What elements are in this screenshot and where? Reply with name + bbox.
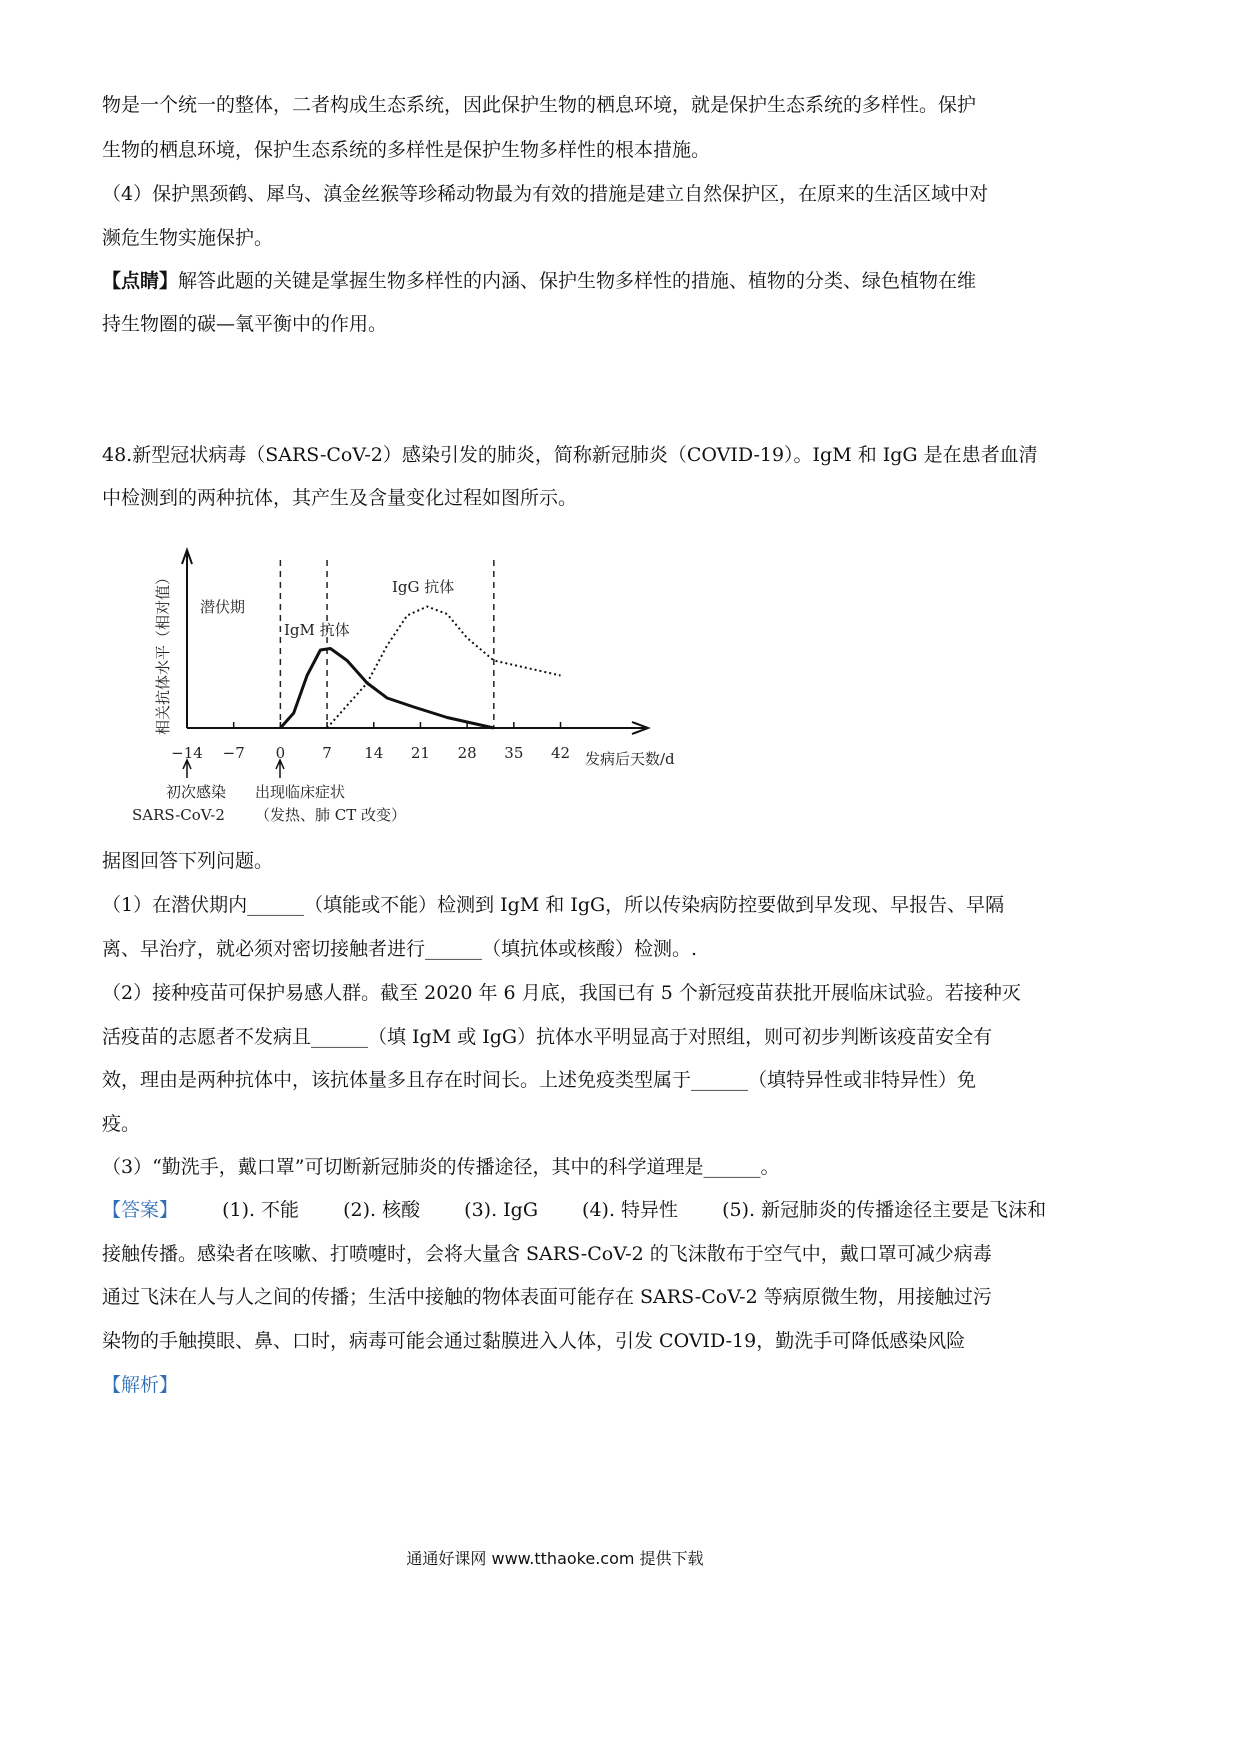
igm-label: IgM 抗体 xyxy=(284,621,350,639)
x-tick-label: −7 xyxy=(222,744,245,762)
text-line: （4）保护黑颈鹤、犀鸟、滇金丝猴等珍稀动物最为有效的措施是建立自然保护区，在原来的生活区域中对 xyxy=(102,183,989,205)
incubation-label: 潜伏期 xyxy=(200,598,246,616)
text-line: 效，理由是两种抗体中，该抗体量多且存在时间长。上述免疫类型属于______（填特异性或非特异性）免 xyxy=(102,1069,977,1091)
text-line: （1）在潜伏期内______（填能或不能）检测到 IgM 和 IgG，所以传染病防控要做到早发现、早报告、早隔 xyxy=(102,894,1005,916)
text-line: 持生物圈的碳—氧平衡中的作用。 xyxy=(102,313,388,335)
first-infection-arrow xyxy=(183,760,191,778)
symptom-detail-label: （发热、肺 CT 改变） xyxy=(255,806,407,824)
text-line: 物是一个统一的整体，二者构成生态系统，因此保护生物的栖息环境，就是保护生态系统的多样性。保护 xyxy=(102,94,977,116)
answer-item: (5). 新冠肺炎的传播途径主要是飞沫和 xyxy=(722,1199,1047,1221)
igg-curve xyxy=(327,607,560,729)
x-tick-label: 21 xyxy=(410,744,430,762)
text-line: 疫。 xyxy=(102,1113,141,1135)
x-tick-label: 0 xyxy=(275,744,286,762)
answer-text: 接触传播。感染者在咳嗽、打喷嚏时，会将大量含 SARS-CoV-2 的飞沫散布于空气中，戴口罩可减少病毒 xyxy=(102,1243,992,1265)
first-infection-label: 初次感染 xyxy=(166,783,227,801)
answer-item: (1). 不能 xyxy=(222,1199,300,1221)
footer-text: 通通好课网 www.tthaoke.com 提供下载 xyxy=(406,1549,704,1568)
answer-line xyxy=(102,1198,1046,1222)
text-line: （2）接种疫苗可保护易感人群。截至 2020 年 6 月底，我国已有 5 个新冠疫苗获批开展临床试验。若接种灭 xyxy=(102,982,1021,1004)
text-line: 活疫苗的志愿者不发病且______（填 IgM 或 IgG）抗体水平明显高于对照组，则可初步判断该疫苗安全有 xyxy=(102,1026,993,1048)
answer-text: 通过飞沫在人与人之间的传播；生活中接触的物体表面可能存在 SARS-CoV-2 等病原微生物，用接触过污 xyxy=(102,1286,992,1308)
comment-line xyxy=(102,269,976,293)
text-line: 离、早治疗，就必须对密切接触者进行______（填抗体或核酸）检测。. xyxy=(102,938,698,960)
igm-curve xyxy=(280,649,493,729)
virus-label: SARS-CoV-2 xyxy=(132,806,225,824)
question-line: 48.新型冠状病毒（SARS-CoV-2）感染引发的肺炎，简称新冠肺炎（COVID-19）。IgM 和 IgG 是在患者血清 xyxy=(102,444,1038,466)
symptom-label: 出现临床症状 xyxy=(255,783,346,801)
x-tick-label: 14 xyxy=(364,744,384,762)
answer-item: (4). 特异性 xyxy=(582,1199,679,1221)
answer-item: (3). IgG xyxy=(464,1199,538,1221)
x-axis xyxy=(187,722,648,734)
text-line: 生物的栖息环境，保护生态系统的多样性是保护生物多样性的根本措施。 xyxy=(102,139,711,161)
question-line: 中检测到的两种抗体，其产生及含量变化过程如图所示。 xyxy=(102,487,578,509)
comment-tag: 【点睛】 xyxy=(102,270,179,292)
text-line: 据图回答下列问题。 xyxy=(102,850,274,872)
text-line: （3）“勤洗手，戴口罩”可切断新冠肺炎的传播途径，其中的科学道理是______。 xyxy=(102,1156,780,1178)
x-tick-label: 28 xyxy=(457,744,477,762)
x-tick-label: 35 xyxy=(504,744,524,762)
x-tick-label: 7 xyxy=(322,744,332,762)
y-axis xyxy=(182,550,192,728)
symptom-arrow xyxy=(276,760,284,778)
igg-label: IgG 抗体 xyxy=(392,578,455,596)
x-axis-label: 发病后天数/d xyxy=(585,750,675,768)
y-axis-label: 相关抗体水平（相对值） xyxy=(154,569,172,735)
x-tick-label: 42 xyxy=(550,744,571,762)
answer-tag: 【答案】 xyxy=(102,1199,179,1221)
analysis-tag: 【解析】 xyxy=(102,1374,179,1396)
x-tick-label: −14 xyxy=(171,744,203,762)
answer-item: (2). 核酸 xyxy=(343,1199,421,1221)
answer-text: 染物的手触摸眼、鼻、口时，病毒可能会通过黏膜进入人体，引发 COVID-19，勤洗手可降低感染风险 xyxy=(102,1330,966,1352)
text-line: 濒危生物实施保护。 xyxy=(102,227,274,249)
antibody-chart xyxy=(130,540,720,840)
comment-text: 解答此题的关键是掌握生物多样性的内涵、保护生物多样性的措施、植物的分类、绿色植物在维 xyxy=(178,270,977,292)
